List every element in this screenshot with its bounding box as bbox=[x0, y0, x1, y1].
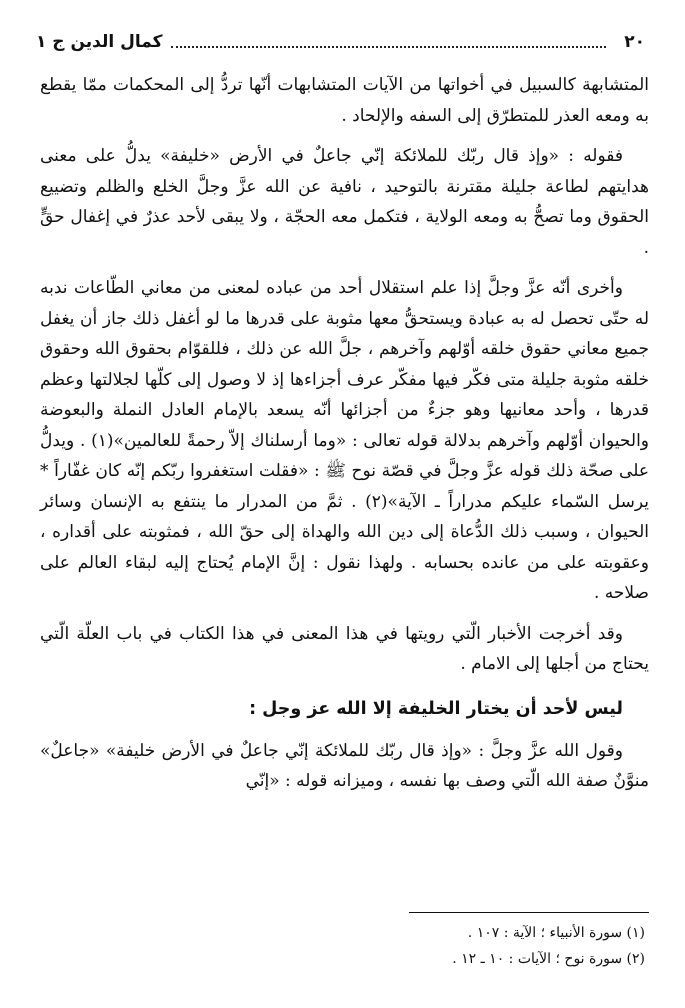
header-dot-leader bbox=[171, 36, 607, 48]
book-title: كمال الدين ج ١ bbox=[36, 32, 163, 52]
main-text bbox=[40, 70, 649, 807]
footnote-divider bbox=[409, 912, 649, 913]
footnotes bbox=[40, 920, 645, 972]
paragraph-2: فقوله : «وإذ قال ربّك للملائكة إنّي جاعلٌ في الأرض «خليفة» يدلُّ على معنى هدايتهم لطاعة جليلة مقترنة بالتوحيد ، نافية عن الله عزَّ وجلَّ الخلع والظلم وتضييع الحقوق وما تصحُّ به ومعه الولاية ، فتكمل معه الحجّة ، ولا يبقى لأحد عذرٌ في إغفال حقٍّ . bbox=[40, 146, 649, 258]
footnote-1: (١) سورة الأنبياء ؛ الآية : ١٠٧ . bbox=[467, 925, 645, 941]
page-number: ٢٠ bbox=[624, 32, 645, 52]
paragraph-3: وأخرى أنّه عزَّ وجلَّ إذا علم استقلال أحد من عباده لمعنى من معاني الطّاعات ندبه له حتّى تحصل له به عبادة ويستحقُّ معها مثوبة على قدرها ما لو أغفل ذلك جاز أن يغفل جميع معاني حقوق خلقه أوّلهم وآخرهم ، جلَّ الله عن ذلك ، فللقوّام بحقوق الله وحقوق خلقه مثوبة جليلة متى فكّر فيها مفكّر عرف أجزاءها إذ لا وصول إلى كلّها لجلالتها وعظم قدرها ، وأحد معانيها وهو جزءٌ من أجزائها أنّه يسعد بالإمام العادل النملة والبعوضة والحيوان أوّلهم وآخرهم بدلالة قوله تعالى : «وما أرسلناك إلاّ رحمةً للعالمين»(١) . ويدلُّ على صحّة ذلك قوله عزَّ وجلَّ في قصّة نوح ﷺ : «فقلت استغفروا ربّكم إنّه كان غفّاراً * يرسل السّماء عليكم مدراراً ـ الآية»(٢) . ثمَّ من المدرار ما ينتفع به الإنسان وسائر الحيوان ، وسبب ذلك الدُّعاة إلى دين الله والهداة إلى حقّ الله ، فمثوبته على أقداره ، وعقوبته على من عانده بحسابه . ولهذا نقول : إنَّ الإمام يُحتاج إليه لبقاء العالم على صلاحه . bbox=[40, 278, 649, 603]
section-heading: ليس لأحد أن يختار الخليفة إلا الله عز وجل : bbox=[249, 698, 623, 719]
running-header bbox=[36, 30, 645, 54]
footnote-2: (٢) سورة نوح ؛ الآيات : ١٠ ـ ١٢ . bbox=[452, 951, 645, 967]
paragraph-4: وقد أخرجت الأخبار الّتي رويتها في هذا المعنى في هذا الكتاب في باب العلّة الّتي يحتاج من أجلها إلى الامام . bbox=[40, 623, 649, 674]
paragraph-1: المتشابهة كالسبيل في أخواتها من الآيات المتشابهات أنّها تردُّ إلى المحكمات ممّا يقطع به ومعه العذر للمتطرّق إلى السفه والإلحاد . bbox=[40, 75, 649, 126]
closing-paragraph: وقول الله عزَّ وجلَّ : «وإذ قال ربّك للملائكة إنّي جاعلٌ في الأرض خليفة» «جاعلٌ» منوَّنٌ صفة الله الّتي وصف بها نفسه ، وميزانه قوله : «إنّي bbox=[40, 740, 649, 791]
